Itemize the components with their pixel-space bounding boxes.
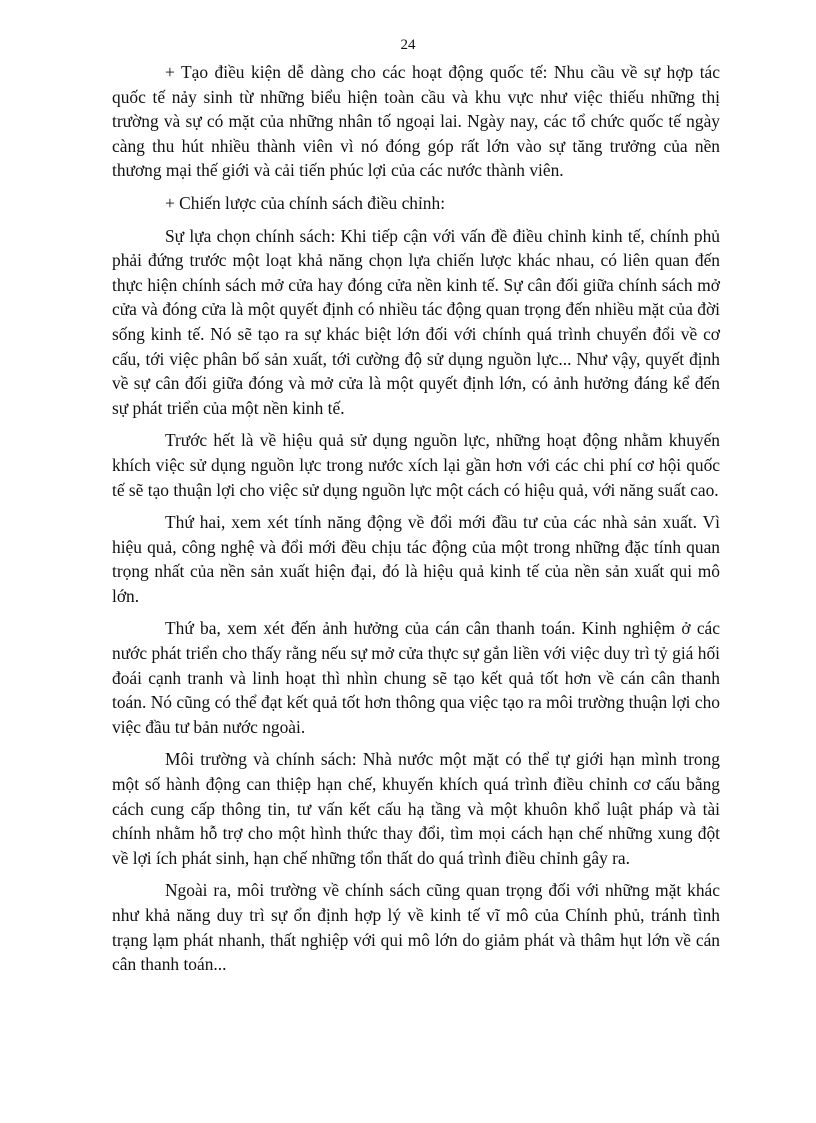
paragraph-investment-dynamics: Thứ hai, xem xét tính năng động về đổi mới đầu tư của các nhà sản xuất. Vì hiệu quả, công nghệ và đổi mới đều chịu tác động của một trong những đặc tính quan trọng nhất của nền sản xuất hiện đại, đó là hiệu quả kinh tế của nền sản xuất qui mô lớn. bbox=[112, 512, 720, 606]
paragraph-resource-efficiency: Trước hết là về hiệu quả sử dụng nguồn lực, những hoạt động nhằm khuyến khích việc sử dụng nguồn lực trong nước xích lại gần hơn với các chi phí cơ hội quốc tế sẽ tạo thuận lợi cho việc sử dụng nguồn lực một cách có hiệu quả, với năng suất cao. bbox=[112, 430, 720, 500]
paragraph-adjustment-strategy-heading: + Chiến lược của chính sách điều chỉnh: bbox=[165, 192, 446, 213]
paragraph-environment-and-policy: Môi trường và chính sách: Nhà nước một mặt có thể tự giới hạn mình trong một số hành động can thiệp hạn chế, khuyến khích quá trình điều chỉnh cơ cấu bằng cách cung cấp thông tin, tư vấn kết cấu hạ tầng và một khuôn khổ luật pháp và tài chính nhằm hỗ trợ cho một hình thức thay đổi, tìm mọi cách hạn chế những xung đột về lợi ích phát sinh, hạn chế những tổn thất do quá trình điều chỉnh gây ra. bbox=[112, 749, 720, 868]
body-text bbox=[112, 60, 720, 985]
paragraph-international-cooperation: + Tạo điều kiện dễ dàng cho các hoạt động quốc tế: Nhu cầu về sự hợp tác quốc tế nảy sinh từ những biểu hiện toàn cầu và khu vực như việc thiếu những thị trường và sự có mặt của những nhân tố ngoại lai. Ngày nay, các tổ chức quốc tế ngày càng thu hút nhiều thành viên vì nó đóng góp rất lớn vào sự tăng trưởng của nền thương mại thế giới và cải tiến phúc lợi của các nước thành viên. bbox=[112, 62, 720, 181]
page-number: 24 bbox=[400, 37, 416, 53]
paragraph-policy-choice: Sự lựa chọn chính sách: Khi tiếp cận với vấn đề điều chỉnh kinh tế, chính phủ phải đứng trước một loạt khả năng chọn lựa chiến lược khác nhau, có liên quan đến thực hiện chính sách mở cửa hay đóng cửa nền kinh tế. Sự cân đối giữa chính sách mở cửa và đóng cửa là một quyết định có nhiều tác động quan trọng đến nhiều mặt của đời sống kinh tế. Nó sẽ tạo ra sự khác biệt lớn đối với chính quá trình chuyển đổi về cơ cấu, tới việc phân bố sản xuất, tới cường độ sử dụng nguồn lực... Như vậy, quyết định về sự cân đối giữa đóng và mở cửa là một quyết định lớn, có ảnh hưởng đáng kể đến sự phát triển của một nền kinh tế. bbox=[112, 225, 720, 418]
paragraph-balance-of-payments: Thứ ba, xem xét đến ảnh hưởng của cán cân thanh toán. Kinh nghiệm ở các nước phát triển cho thấy rằng nếu sự mở cửa thực sự gắn liền với việc duy trì tỷ giá hối đoái cạnh tranh và linh hoạt thì nhìn chung sẽ tạo kết quả tốt hơn về cán cân thanh toán. Nó cũng có thể đạt kết quả tốt hơn thông qua việc tạo ra môi trường thuận lợi cho việc đầu tư bản nước ngoài. bbox=[112, 618, 720, 737]
paragraph-macro-stability: Ngoài ra, môi trường về chính sách cũng quan trọng đối với những mặt khác như khả năng duy trì sự ổn định hợp lý về kinh tế vĩ mô của Chính phủ, tránh tình trạng lạm phát nhanh, thất nghiệp với qui mô lớn do giảm phát và thâm hụt lớn về cán cân thanh toán... bbox=[112, 880, 720, 975]
